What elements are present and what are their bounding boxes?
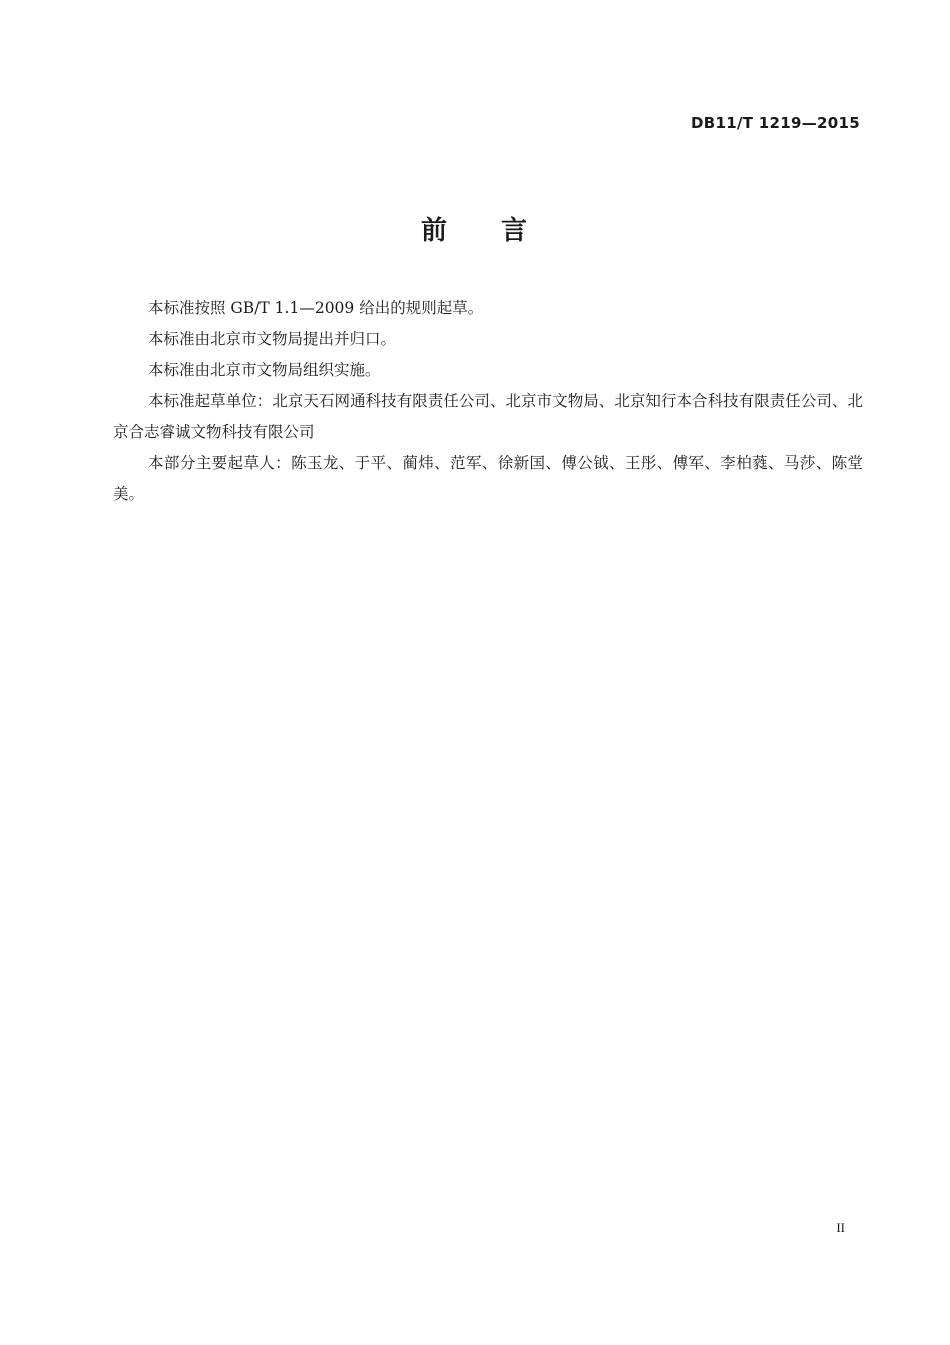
paragraph-drafting-rules: 本标准按照 GB/T 1.1—2009 给出的规则起草。 [148,299,484,317]
paragraph-drafters: 本部分主要起草人：陈玉龙、于平、蔺炜、范军、徐新国、傅公钺、王彤、傅军、李柏蕤、马莎、陈堂美。 [113,454,863,503]
title-char-1: 前 [420,216,449,246]
paragraph-implementer: 本标准由北京市文物局组织实施。 [148,361,381,379]
document-code: DB11/T 1219—2015 [691,114,860,132]
page-title [0,210,950,247]
foreword-body [113,293,863,510]
title-char-2: 言 [501,216,530,246]
paragraph-drafting-units: 本标准起草单位：北京天石网通科技有限责任公司、北京市文物局、北京知行本合科技有限责任公司、北京合志睿诚文物科技有限公司 [113,392,863,441]
page-number: II [836,1220,845,1235]
paragraph-proposer: 本标准由北京市文物局提出并归口。 [148,330,397,348]
